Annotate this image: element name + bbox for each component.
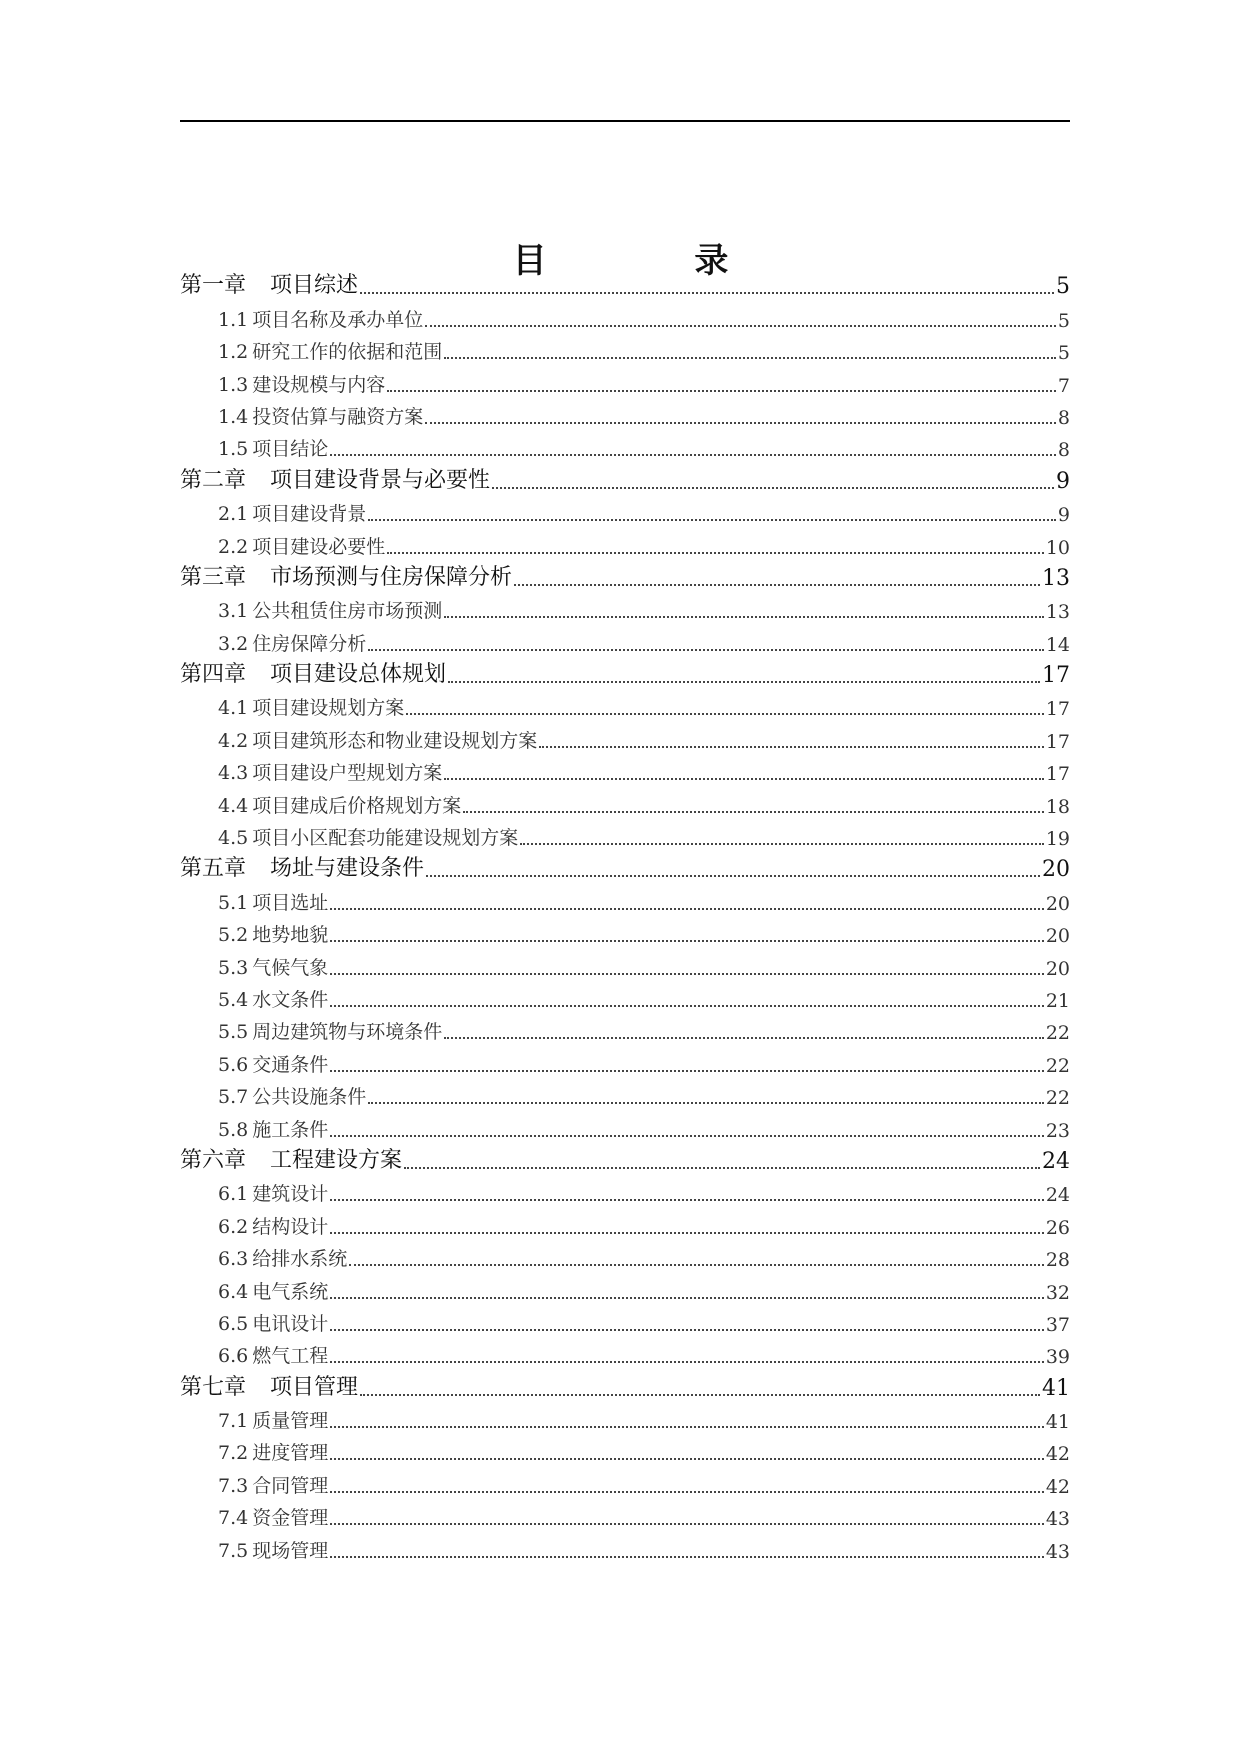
toc-page-number: 5 [1057, 309, 1070, 332]
toc-section-number: 4.4 [218, 794, 249, 817]
page-title: 目 录 [512, 240, 797, 281]
toc-dot-leader [444, 357, 1056, 359]
toc-dot-leader [330, 454, 1056, 456]
toc-section-entry[interactable] [180, 1047, 1070, 1079]
toc-chapter-entry[interactable] [180, 464, 1070, 496]
toc-section-entry[interactable] [180, 788, 1070, 820]
toc-entry-text: 住房保障分析 [252, 632, 367, 655]
toc-page-number: 22 [1045, 1022, 1070, 1045]
toc-entry-label [218, 1244, 347, 1271]
toc-entry-text: 研究工作的依据和范围 [252, 341, 443, 364]
toc-dot-leader [387, 390, 1056, 392]
toc-page-number: 17 [1045, 730, 1070, 753]
toc-chapter-entry[interactable] [180, 270, 1070, 302]
toc-entry-text: 项目建设总体规划 [270, 662, 447, 688]
toc-entry-label [218, 920, 328, 947]
toc-section-entry[interactable] [180, 1274, 1070, 1306]
toc-entry-label [218, 1471, 328, 1498]
toc-entry-label [218, 758, 442, 785]
toc-section-entry[interactable] [180, 497, 1070, 529]
toc-section-number: 6.2 [218, 1215, 249, 1238]
toc-page-number: 8 [1057, 439, 1070, 462]
toc-section-entry[interactable] [180, 1501, 1070, 1533]
toc-entry-label [218, 434, 328, 461]
toc-entry-label [218, 888, 328, 915]
toc-section-entry[interactable] [180, 1177, 1070, 1209]
toc-entry-label [218, 726, 537, 753]
toc-page-number: 10 [1045, 536, 1070, 559]
toc-page-number: 22 [1045, 1054, 1070, 1077]
toc-section-entry[interactable] [180, 529, 1070, 561]
toc-chapter-number: 第三章 [180, 564, 247, 590]
toc-section-entry[interactable] [180, 1209, 1070, 1241]
toc-chapter-entry[interactable] [180, 562, 1070, 594]
toc-dot-leader [330, 973, 1044, 975]
toc-page-number: 37 [1045, 1313, 1070, 1336]
toc-entry-text: 项目名称及承办单位 [252, 308, 424, 331]
toc-section-number: 2.2 [218, 535, 249, 558]
toc-entry-label [218, 985, 328, 1012]
toc-page-number: 17 [1042, 663, 1070, 689]
toc-section-number: 5.8 [218, 1118, 249, 1141]
toc-page-number: 13 [1042, 565, 1070, 591]
toc-section-number: 6.5 [218, 1312, 249, 1335]
toc-section-entry[interactable] [180, 1015, 1070, 1047]
toc-page-number: 20 [1045, 925, 1070, 948]
toc-page-number: 24 [1042, 1148, 1070, 1174]
toc-section-number: 7.5 [218, 1539, 249, 1562]
toc-page-number: 17 [1045, 698, 1070, 721]
toc-dot-leader [330, 1070, 1044, 1072]
toc-dot-leader [349, 1264, 1044, 1266]
toc-entry-text: 项目结论 [252, 438, 329, 461]
toc-section-number: 5.3 [218, 956, 249, 979]
toc-section-entry[interactable] [180, 1339, 1070, 1371]
toc-entry-label [218, 791, 461, 818]
toc-page-number: 39 [1045, 1346, 1070, 1369]
toc-dot-leader [520, 843, 1044, 845]
toc-chapter-entry[interactable] [180, 853, 1070, 885]
toc-page-number: 20 [1045, 892, 1070, 915]
toc-page-number: 41 [1045, 1411, 1070, 1434]
toc-section-entry[interactable] [180, 1404, 1070, 1436]
toc-chapter-entry[interactable] [180, 1145, 1070, 1177]
toc-entry-text: 建筑设计 [252, 1183, 329, 1206]
toc-dot-leader [360, 292, 1054, 294]
toc-page-number: 21 [1045, 989, 1070, 1012]
toc-dot-leader [539, 746, 1044, 748]
toc-entry-label [218, 1406, 328, 1433]
toc-entry-label [180, 560, 512, 591]
toc-section-number: 4.1 [218, 697, 249, 720]
toc-section-number: 3.2 [218, 632, 249, 655]
toc-dot-leader [448, 681, 1040, 683]
toc-entry-label [180, 1143, 402, 1174]
toc-page-number: 43 [1045, 1508, 1070, 1531]
toc-dot-leader [330, 940, 1044, 942]
toc-section-entry[interactable] [180, 1242, 1070, 1274]
toc-section-entry[interactable] [180, 691, 1070, 723]
toc-section-entry[interactable] [180, 302, 1070, 334]
toc-section-number: 7.2 [218, 1442, 249, 1465]
toc-entry-label [180, 1370, 358, 1401]
toc-dot-leader [360, 1394, 1040, 1396]
toc-entry-text: 工程建设方案 [270, 1147, 403, 1173]
toc-entry-label [218, 532, 385, 559]
toc-page-number: 5 [1056, 274, 1070, 300]
toc-page-number: 7 [1057, 374, 1070, 397]
toc-section-entry[interactable] [180, 1468, 1070, 1500]
toc-entry-label [218, 1017, 442, 1044]
toc-dot-leader [330, 1329, 1044, 1331]
toc-entry-text: 项目建设背景与必要性 [270, 467, 491, 493]
toc-dot-leader [330, 1297, 1044, 1299]
toc-section-entry[interactable] [180, 400, 1070, 432]
toc-entry-text: 投资估算与融资方案 [252, 405, 424, 428]
toc-page-number: 9 [1056, 468, 1070, 494]
toc-entry-text: 水文条件 [252, 988, 329, 1011]
toc-entry-label [218, 1179, 328, 1206]
toc-page-number: 20 [1042, 857, 1070, 883]
header-rule [180, 120, 1070, 122]
toc-entry-text: 交通条件 [252, 1053, 329, 1076]
toc-page-number: 42 [1045, 1443, 1070, 1466]
toc-entry-label [180, 268, 358, 299]
toc-entry-text: 项目建筑形态和物业建设规划方案 [252, 729, 538, 752]
toc-page-number: 20 [1045, 957, 1070, 980]
toc-entry-label [218, 823, 518, 850]
table-of-contents [180, 270, 1070, 1566]
toc-entry-text: 地势地貌 [252, 924, 329, 947]
toc-chapter-number: 第二章 [180, 467, 247, 493]
toc-dot-leader [330, 1458, 1044, 1460]
toc-section-entry[interactable] [180, 983, 1070, 1015]
toc-dot-leader [368, 649, 1044, 651]
toc-section-entry[interactable] [180, 918, 1070, 950]
toc-section-number: 1.1 [218, 308, 249, 331]
toc-entry-label [218, 305, 423, 332]
toc-section-number: 1.4 [218, 405, 249, 428]
toc-entry-text: 周边建筑物与环境条件 [252, 1021, 443, 1044]
toc-page-number: 8 [1057, 406, 1070, 429]
toc-section-number: 6.4 [218, 1280, 249, 1303]
toc-entry-text: 电气系统 [252, 1280, 329, 1303]
toc-entry-label [218, 337, 442, 364]
toc-entry-text: 施工条件 [252, 1118, 329, 1141]
toc-dot-leader [426, 875, 1040, 877]
toc-entry-text: 项目综述 [270, 273, 359, 299]
toc-entry-text: 项目选址 [252, 891, 329, 914]
toc-page-number: 41 [1042, 1375, 1070, 1401]
toc-entry-text: 电讯设计 [252, 1312, 329, 1335]
toc-section-entry[interactable] [180, 367, 1070, 399]
toc-entry-text: 市场预测与住房保障分析 [270, 564, 513, 590]
toc-section-number: 4.2 [218, 729, 249, 752]
toc-section-entry[interactable] [180, 885, 1070, 917]
toc-page-number: 9 [1057, 504, 1070, 527]
toc-entry-text: 项目建成后价格规划方案 [252, 794, 462, 817]
toc-entry-text: 公共设施条件 [252, 1086, 367, 1109]
toc-section-number: 5.6 [218, 1053, 249, 1076]
toc-section-number: 6.1 [218, 1183, 249, 1206]
toc-entry-text: 给排水系统 [252, 1248, 348, 1271]
toc-entry-text: 项目建设背景 [252, 503, 367, 526]
toc-section-entry[interactable] [180, 626, 1070, 658]
toc-entry-label [180, 851, 424, 882]
toc-entry-label [218, 1115, 328, 1142]
toc-section-entry[interactable] [180, 594, 1070, 626]
toc-section-number: 7.3 [218, 1474, 249, 1497]
toc-entry-label [218, 629, 366, 656]
toc-entry-label [218, 1277, 328, 1304]
toc-page-number: 43 [1045, 1540, 1070, 1563]
toc-entry-label [218, 596, 442, 623]
toc-section-number: 3.1 [218, 600, 249, 623]
toc-section-entry[interactable] [180, 1307, 1070, 1339]
toc-page-number: 17 [1045, 763, 1070, 786]
toc-entry-label [218, 1341, 328, 1368]
toc-entry-label [218, 693, 404, 720]
toc-page-number: 32 [1045, 1281, 1070, 1304]
toc-page-number: 18 [1045, 795, 1070, 818]
toc-dot-leader [514, 584, 1040, 586]
toc-section-entry[interactable] [180, 432, 1070, 464]
toc-section-entry[interactable] [180, 335, 1070, 367]
toc-dot-leader [368, 1102, 1044, 1104]
toc-section-number: 4.3 [218, 762, 249, 785]
toc-dot-leader [330, 1361, 1044, 1363]
toc-dot-leader [330, 908, 1044, 910]
toc-section-number: 4.5 [218, 827, 249, 850]
toc-dot-leader [463, 811, 1044, 813]
toc-section-entry[interactable] [180, 1436, 1070, 1468]
toc-dot-leader [330, 1005, 1044, 1007]
toc-page-number: 28 [1045, 1249, 1070, 1272]
toc-dot-leader [368, 519, 1056, 521]
toc-entry-label [218, 1536, 328, 1563]
toc-dot-leader [330, 1232, 1044, 1234]
toc-entry-text: 质量管理 [252, 1410, 329, 1433]
toc-entry-label [218, 1438, 328, 1465]
toc-page-number: 26 [1045, 1216, 1070, 1239]
toc-chapter-number: 第六章 [180, 1147, 247, 1173]
toc-dot-leader [330, 1523, 1044, 1525]
toc-chapter-entry[interactable] [180, 659, 1070, 691]
toc-section-number: 1.5 [218, 438, 249, 461]
toc-page-number: 23 [1045, 1119, 1070, 1142]
toc-page-number: 42 [1045, 1475, 1070, 1498]
toc-dot-leader [406, 713, 1044, 715]
toc-entry-text: 资金管理 [252, 1507, 329, 1530]
toc-entry-text: 场址与建设条件 [270, 856, 425, 882]
toc-section-number: 6.6 [218, 1345, 249, 1368]
toc-chapter-entry[interactable] [180, 1371, 1070, 1403]
toc-section-number: 7.1 [218, 1410, 249, 1433]
toc-entry-text: 项目小区配套功能建设规划方案 [252, 827, 519, 850]
toc-entry-text: 燃气工程 [252, 1345, 329, 1368]
toc-section-number: 2.1 [218, 503, 249, 526]
toc-section-number: 5.1 [218, 891, 249, 914]
toc-section-number: 5.7 [218, 1086, 249, 1109]
toc-dot-leader [444, 1037, 1044, 1039]
toc-entry-label [218, 499, 366, 526]
toc-dot-leader [387, 552, 1044, 554]
toc-dot-leader [330, 1556, 1044, 1558]
toc-section-entry[interactable] [180, 821, 1070, 853]
toc-dot-leader [444, 616, 1044, 618]
toc-page-number: 24 [1045, 1184, 1070, 1207]
toc-section-entry[interactable] [180, 1112, 1070, 1144]
toc-dot-leader [425, 325, 1056, 327]
toc-section-entry[interactable] [180, 1533, 1070, 1565]
toc-page-number: 19 [1045, 828, 1070, 851]
toc-dot-leader [330, 1199, 1044, 1201]
toc-section-entry[interactable] [180, 723, 1070, 755]
toc-section-entry[interactable] [180, 756, 1070, 788]
toc-section-number: 6.3 [218, 1248, 249, 1271]
toc-chapter-number: 第五章 [180, 856, 247, 882]
toc-entry-text: 建设规模与内容 [252, 373, 386, 396]
toc-chapter-number: 第四章 [180, 662, 247, 688]
toc-page-number: 22 [1045, 1087, 1070, 1110]
toc-entry-label [180, 463, 490, 494]
toc-entry-label [218, 1503, 328, 1530]
toc-entry-label [218, 953, 328, 980]
toc-dot-leader [492, 487, 1054, 489]
toc-dot-leader [404, 1167, 1040, 1169]
toc-entry-text: 项目建设必要性 [252, 535, 386, 558]
toc-entry-label [218, 402, 423, 429]
toc-entry-text: 公共租赁住房市场预测 [252, 600, 443, 623]
toc-entry-text: 合同管理 [252, 1474, 329, 1497]
toc-entry-label [218, 1212, 328, 1239]
toc-page-number: 14 [1045, 633, 1070, 656]
toc-entry-label [218, 1082, 366, 1109]
toc-entry-text: 气候气象 [252, 956, 329, 979]
toc-dot-leader [444, 778, 1044, 780]
toc-section-number: 1.3 [218, 373, 249, 396]
toc-entry-label [218, 1050, 328, 1077]
toc-entry-text: 项目管理 [270, 1374, 359, 1400]
toc-entry-label [218, 1309, 328, 1336]
toc-dot-leader [330, 1426, 1044, 1428]
toc-section-number: 7.4 [218, 1507, 249, 1530]
toc-dot-leader [330, 1135, 1044, 1137]
toc-entry-text: 结构设计 [252, 1215, 329, 1238]
toc-entry-label [218, 370, 385, 397]
toc-entry-label [180, 657, 446, 688]
toc-dot-leader [425, 422, 1056, 424]
toc-section-number: 5.4 [218, 988, 249, 1011]
toc-entry-text: 进度管理 [252, 1442, 329, 1465]
toc-section-number: 5.5 [218, 1021, 249, 1044]
toc-chapter-number: 第一章 [180, 273, 247, 299]
toc-entry-text: 项目建设规划方案 [252, 697, 405, 720]
toc-section-number: 1.2 [218, 341, 249, 364]
toc-section-entry[interactable] [180, 1080, 1070, 1112]
toc-entry-text: 现场管理 [252, 1539, 329, 1562]
toc-entry-text: 项目建设户型规划方案 [252, 762, 443, 785]
toc-page-number: 5 [1057, 342, 1070, 365]
toc-section-number: 5.2 [218, 924, 249, 947]
toc-page-number: 13 [1045, 601, 1070, 624]
toc-section-entry[interactable] [180, 950, 1070, 982]
toc-chapter-number: 第七章 [180, 1374, 247, 1400]
toc-dot-leader [330, 1491, 1044, 1493]
